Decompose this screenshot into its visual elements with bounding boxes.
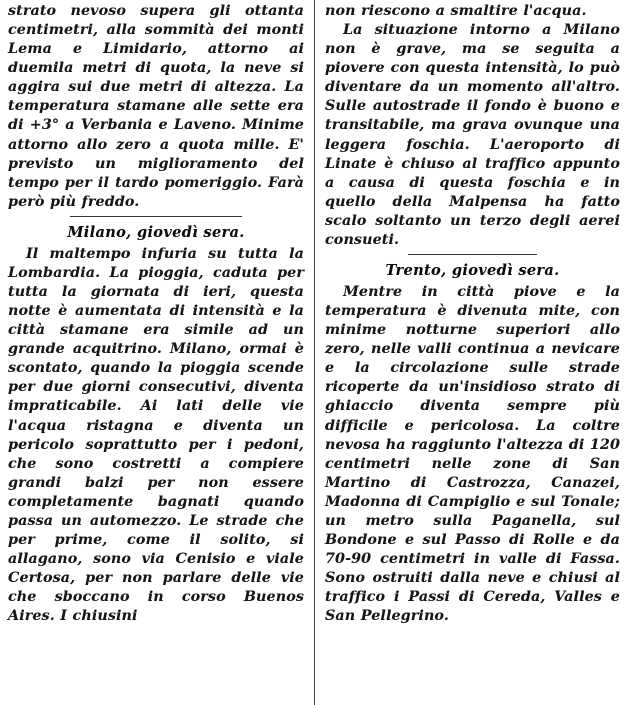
column-container [4, 0, 624, 705]
section-heading-milano [8, 216, 304, 241]
column-left [4, 0, 314, 705]
column-right [314, 0, 624, 705]
dateline-heading: Trento, giovedì sera. [385, 262, 560, 280]
paragraph: non riescono a smaltire l'acqua. [325, 3, 587, 19]
heading-rule-top [408, 254, 538, 255]
paragraph: Mentre in città piove e la temperatura è divenuta mite, con minime notturne superiori allo zero, nelle valli continua a nevicare e la circolazione sulle strade ricoperte da un'insidioso strato di ghiaccio diventa sempre più difficile e pericolosa. La coltre nevosa ha raggiunto l'altezza di 120 centimetri nelle zone di San Martino di Castrozza, Canazei, Madonna di Campiglio e sul Tonale; un metro sulla Paganella, sul Bondone e sul Passo di Rolle e da 70-90 centimetri in valle di Fassa. Sono ostruiti dalla neve e chiusi al traffico i Passi di Cereda, Valles e San Pellegrino. [325, 284, 620, 625]
dateline-heading: Milano, giovedì sera. [67, 223, 245, 241]
section-heading-trento [325, 254, 620, 279]
paragraph: strato nevoso supera gli ottanta centimetri, alla sommità dei monti Lema e Limidario, attorno ai duemila metri di quota, la neve si aggira sui due metri di altezza. La temperatura stamane alle sette era di +3° a Verbania e Laveno. Minime attorno allo zero a quota mille. E' previsto un miglioramento del tempo per il tardo pomeriggio. Farà però più freddo. [8, 3, 304, 210]
paragraph: La situazione intorno a Milano non è grave, ma se seguita a piovere con questa intensità, lo può diventare da un momento all'altro. Sulle autostrade il fondo è buono e transitabile, ma grava ovunque una leggera foschia. L'aeroporto di Linate è chiuso al traffico appunto a causa di questa foschia e in quello della Malpensa ha fatto scalo soltanto un terzo degli aerei consueti. [325, 22, 620, 248]
paragraph: Il maltempo infuria su tutta la Lombardia. La pioggia, caduta per tutta la giornata di ieri, questa notte è aumentata di intensità e la città stamane era simile ad un grande acquitrino. Milano, ormai è scontato, quando la pioggia scende per due giorni consecutivi, diventa impraticabile. Ai lati delle vie l'acqua ristagna e diventa un pericolo soprattutto per i pedoni, che sono costretti a compiere grandi balzi per non essere completamente bagnati quando passa un automezzo. Le strade che per prime, come il solito, si allagano, sono via Cenisio e viale Certosa, per non parlare delle vie che sboccano in corso Buenos Aires. I chiusini [8, 245, 304, 625]
heading-rule-top [70, 216, 242, 217]
